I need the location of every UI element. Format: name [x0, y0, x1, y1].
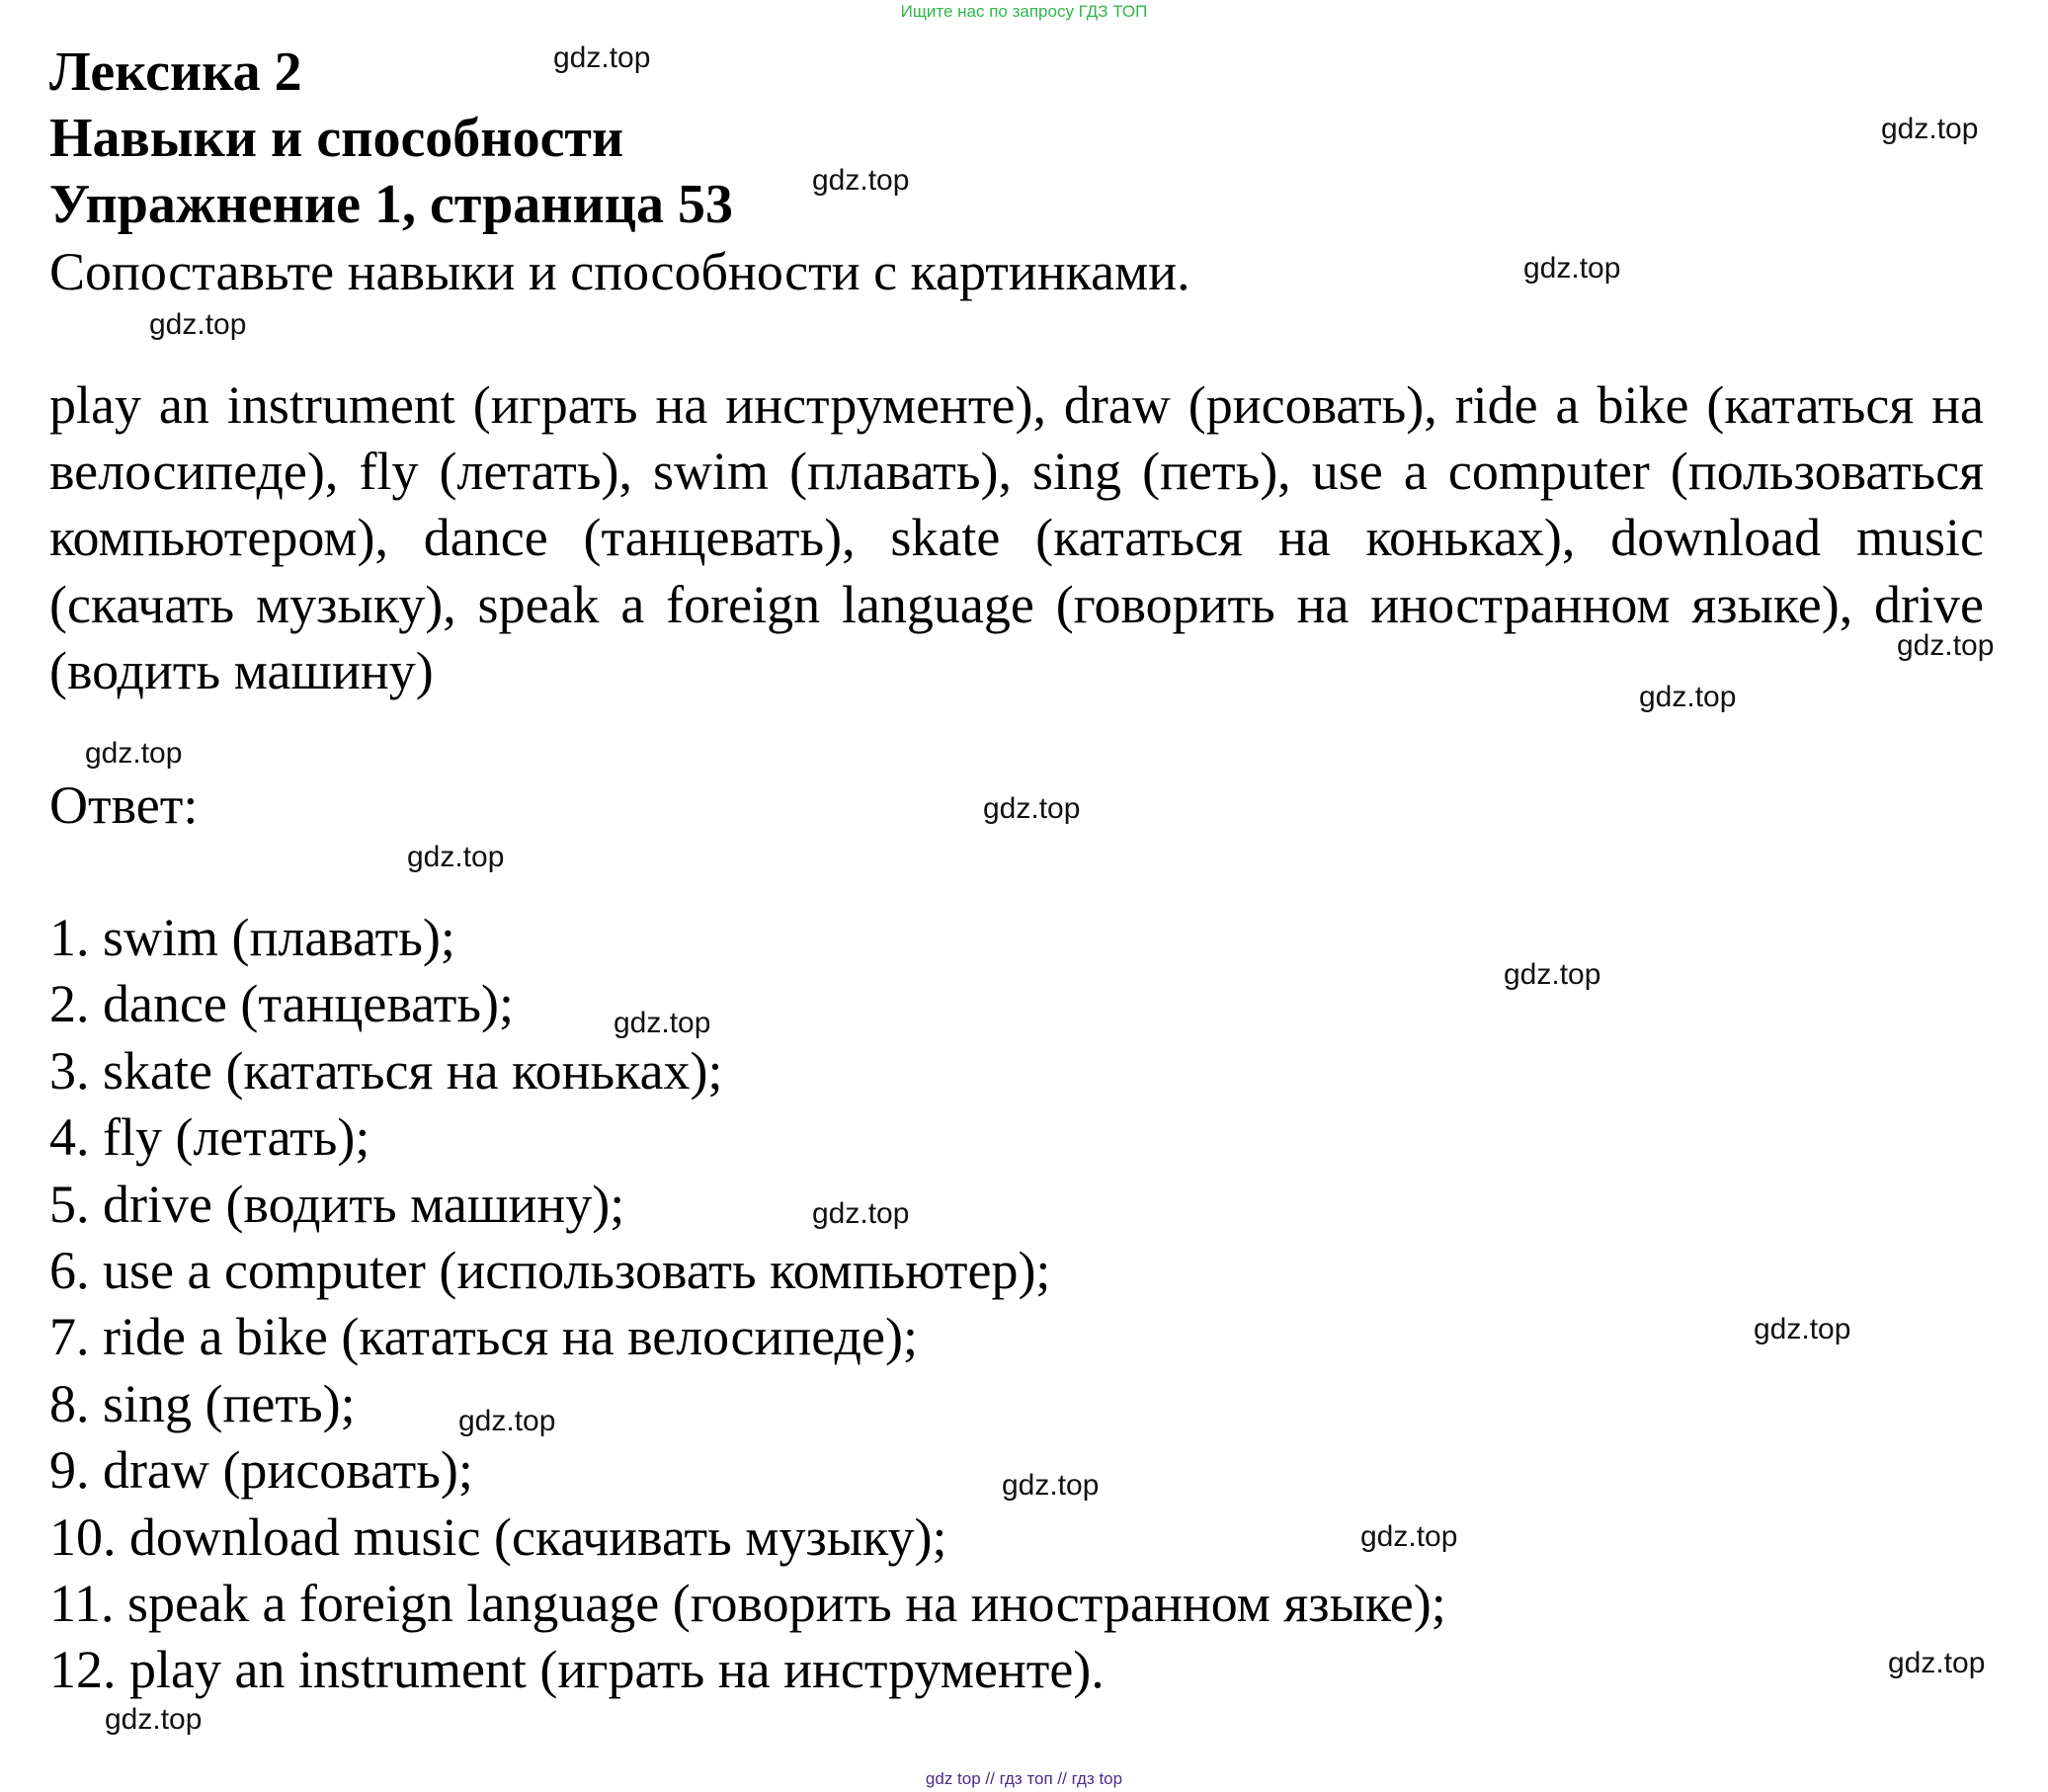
instruction-text: Сопоставьте навыки и способности с картинками.	[49, 242, 1190, 301]
footer-links: gdz top // гдз топ // гдз top	[925, 1769, 1123, 1788]
watermark: gdz.top	[149, 308, 247, 341]
watermark: gdz.top	[1523, 252, 1621, 285]
answer-item: 7. ride a bike (кататься на велосипеде);	[49, 1307, 918, 1367]
answer-item: 11. speak a foreign language (говорить на иностранном языке);	[49, 1574, 1446, 1634]
vocabulary-paragraph: play an instrument (играть на инструменте), draw (рисовать), ride a bike (кататься на велосипеде), fly (летать), swim (плавать), sing (петь), use a computer (пользоваться компьютером), dance (танцевать), skate (кататься на коньках), download music (скачать музыку), speak a foreign language (говорить на иностранном языке), drive (водить машину)	[49, 375, 1984, 700]
watermark: gdz.top	[983, 792, 1081, 825]
watermark: gdz.top	[1002, 1469, 1100, 1502]
answer-label: Ответ:	[49, 775, 199, 835]
watermark: gdz.top	[812, 1197, 910, 1230]
topic-title: Навыки и способности	[49, 108, 624, 169]
watermark: gdz.top	[1897, 629, 1995, 662]
answer-item: 3. skate (кататься на коньках);	[49, 1040, 723, 1100]
answer-item: 5. drive (водить машину);	[49, 1174, 625, 1234]
watermark: gdz.top	[85, 737, 183, 770]
watermark: gdz.top	[1639, 681, 1737, 713]
watermark: gdz.top	[812, 164, 910, 197]
watermark: gdz.top	[458, 1405, 556, 1437]
answer-item: 10. download music (скачивать музыку);	[49, 1507, 947, 1567]
watermark: gdz.top	[105, 1703, 203, 1736]
section-title: Лексика 2	[49, 41, 302, 103]
watermark: gdz.top	[1360, 1520, 1458, 1553]
answer-item: 8. sing (петь);	[49, 1373, 356, 1433]
watermark: gdz.top	[407, 841, 505, 873]
answer-item: 12. play an instrument (играть на инструменте).	[49, 1640, 1105, 1700]
watermark: gdz.top	[1881, 113, 1979, 145]
watermark: gdz.top	[1754, 1313, 1851, 1345]
top-banner: Ищите нас по запросу ГДЗ ТОП	[900, 2, 1148, 21]
watermark: gdz.top	[1888, 1647, 1986, 1679]
watermark: gdz.top	[1504, 958, 1601, 991]
answer-item: 6. use a computer (использовать компьютер);	[49, 1241, 1051, 1301]
answer-item: 1. swim (плавать);	[49, 908, 455, 967]
watermark: gdz.top	[614, 1007, 711, 1039]
answer-item: 2. dance (танцевать);	[49, 974, 514, 1034]
answer-item: 4. fly (летать);	[49, 1107, 370, 1168]
answer-list	[49, 905, 1446, 1704]
exercise-title: Упражнение 1, страница 53	[49, 174, 734, 235]
answer-item: 9. draw (рисовать);	[49, 1440, 473, 1501]
watermark: gdz.top	[553, 41, 651, 74]
